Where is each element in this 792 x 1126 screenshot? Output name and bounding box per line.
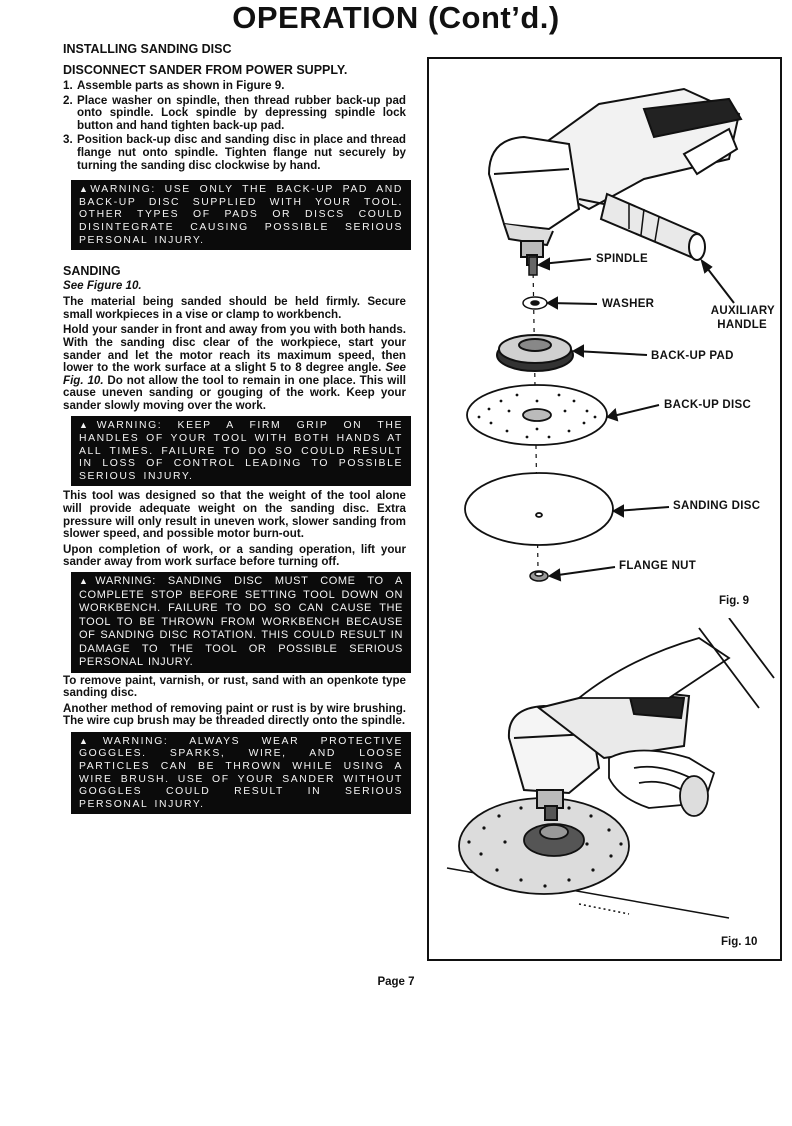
label-auxiliary-line1: AUXILIARY xyxy=(710,305,775,317)
label-auxiliary-line2: HANDLE xyxy=(717,319,767,331)
label-spindle: SPINDLE xyxy=(596,253,648,265)
install-steps xyxy=(63,80,406,172)
sanding-paragraph-4: Upon completion of work, or a sanding operation, lift your sander away from work surface before turning off. xyxy=(63,542,406,569)
installing-heading: INSTALLING SANDING DISC xyxy=(63,42,232,56)
figure-10-caption: Fig. 10 xyxy=(721,936,758,948)
warning-box-firm-grip: ▲WARNING: KEEP A FIRM GRIP ON THE HANDLES OF YOUR TOOL WITH BOTH HANDS AT ALL TIMES. FAILURE TO DO SO COULD RESULT IN LOSS OF CONTROL LEADING TO POSSIBLE SERIOUS INJURY. xyxy=(71,416,411,486)
sanding-see-figure: See Figure 10. xyxy=(63,279,142,293)
warning-triangle-icon: ▲ xyxy=(79,184,91,195)
install-step-1: 1. Assemble parts as shown in Figure 9. xyxy=(63,79,285,92)
sanding-paragraph-3: This tool was designed so that the weight of the tool alone will provide adequate weight on the sanding disc. Extra pressure will only result in uneven work, slower sanding from slower speed, and possible motor burn-out. xyxy=(63,489,406,541)
figure-9-assembly xyxy=(427,57,782,622)
label-sanding-disc: SANDING DISC xyxy=(673,500,761,512)
sander-exploded-illustration xyxy=(429,59,780,620)
backup-pad-illustration xyxy=(497,335,573,371)
label-flange-nut: FLANGE NUT xyxy=(619,560,697,572)
figure-10-sanding xyxy=(427,618,782,961)
sanding-paragraph-1: The material being sanded should be held firmly. Secure small workpieces in a vise or clamp to workbench. xyxy=(63,295,406,321)
figure-9-caption: Fig. 9 xyxy=(719,595,750,607)
sanding-paragraph-2: Hold your sander in front and away from you with both hands. With the sanding disc clear of the workpiece, start your sander and let the motor reach its maximum speed, then lower to the work surface at a slight 5 to 8 degree angle. See Fig. 10. Do not allow the tool to remain in one place. This will cause uneven sanding or gouging of the work. Keep your sander slowly moving over the work. xyxy=(63,323,406,412)
label-washer: WASHER xyxy=(602,298,655,310)
page-number: Page 7 xyxy=(377,976,415,988)
install-step-3: 3. Position back-up disc and sanding disc in place and thread flange nut onto spindle. Tighten flange nut securely by turning the sanding disc clockwise by hand. xyxy=(63,133,406,172)
sanding-heading: SANDING xyxy=(63,264,121,279)
install-step-2: 2. Place washer on spindle, then thread rubber back-up pad onto spindle. Lock spindle by depressing spindle lock button and hand tighten back-up pad. xyxy=(63,93,406,132)
sanding-disc-illustration xyxy=(465,473,613,545)
sanding-paragraph-5: To remove paint, varnish, or rust, sand with an openkote type sanding disc. xyxy=(63,673,406,700)
warning-triangle-icon: ▲ xyxy=(79,735,103,746)
sanding-paragraph-6: Another method of removing paint or rust is by wire brushing. The wire cup brush may be threaded directly onto the spindle. xyxy=(63,701,406,728)
instructions-column xyxy=(63,42,406,814)
spindle-illustration xyxy=(529,257,537,275)
warning-box-backup-pad: ▲WARNING: USE ONLY THE BACK-UP PAD AND BACK-UP DISC SUPPLIED WITH YOUR TOOL. OTHER TYPES OF PADS OR DISCS COULD DISINTEGRATE CAUSING POSSIBLE SERIOUS PERSONAL INJURY. xyxy=(71,180,411,250)
warning-box-goggles: ▲WARNING: ALWAYS WEAR PROTECTIVE GOGGLES. SPARKS, WIRE, AND LOOSE PARTICLES CAN BE THROWN WHILE USING A WIRE BRUSH. USE OF YOUR SANDER WITHOUT GOGGLES COULD RESULT IN SERIOUS PERSONAL INJURY. xyxy=(71,732,411,815)
page-title: OPERATION (Cont’d.) xyxy=(232,0,560,35)
warning-box-disc-stop: ▲WARNING: SANDING DISC MUST COME TO A COMPLETE STOP BEFORE SETTING TOOL DOWN ON WORKBENCH. FAILURE TO DO SO CAN CAUSE THE TOOL TO BE THROWN FROM WORKBENCH BECAUSE OF SANDING DISC ROTATION. THIS COULD RESULT IN DAMAGE TO THE TOOL OR POSSIBLE SERIOUS PERSONAL INJURY. xyxy=(71,572,411,673)
label-backup-pad: BACK-UP PAD xyxy=(651,350,734,362)
sander-in-use-illustration xyxy=(429,618,780,959)
disconnect-heading: DISCONNECT SANDER FROM POWER SUPPLY. xyxy=(63,63,348,77)
label-backup-disc: BACK-UP DISC xyxy=(664,399,752,411)
warning-triangle-icon: ▲ xyxy=(79,576,96,586)
flange-nut-illustration xyxy=(530,571,548,581)
washer-illustration xyxy=(523,297,547,309)
warning-triangle-icon: ▲ xyxy=(79,420,97,431)
backup-disc-illustration xyxy=(467,385,607,445)
